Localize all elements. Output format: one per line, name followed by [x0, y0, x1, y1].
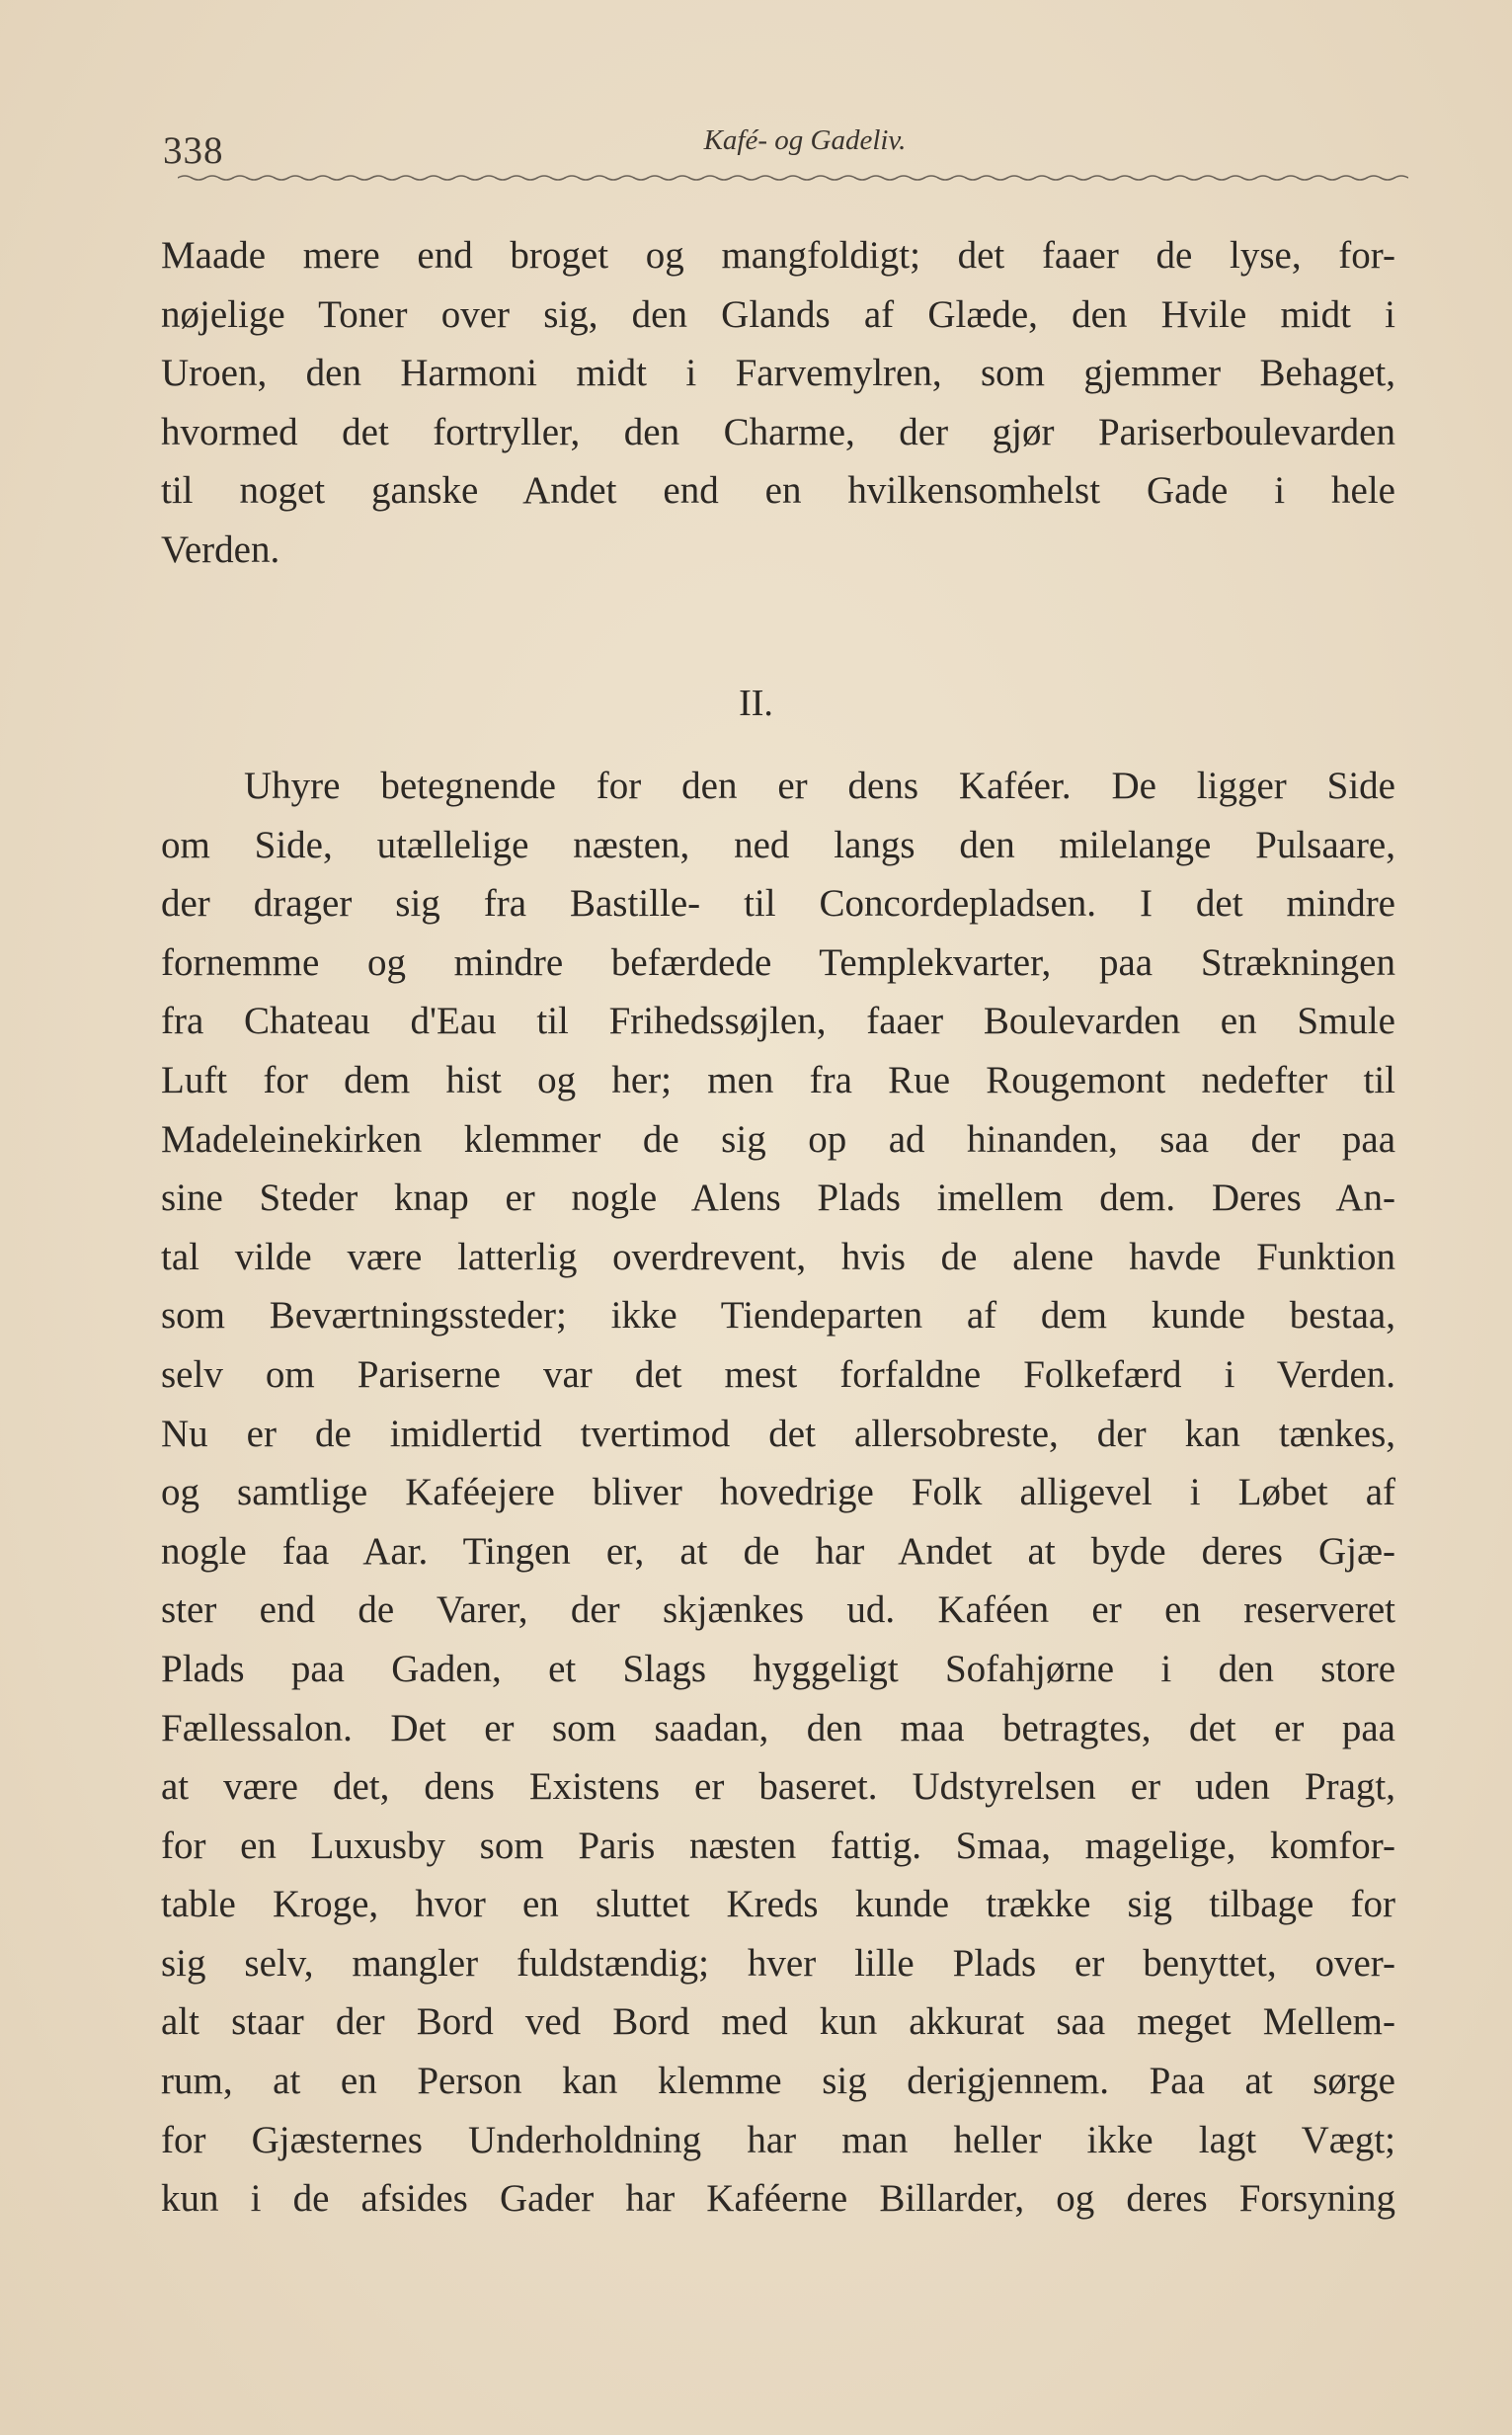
text-line: fornemme og mindre befærdede Templekvarter, paa Strækningen [161, 940, 1395, 984]
text-line: at være det, dens Existens er baseret. Udstyrelsen er uden Pragt, [161, 1765, 1395, 1809]
text-line: nogle faa Aar. Tingen er, at de har Andet at byde deres Gjæ- [161, 1529, 1395, 1573]
running-title: Kafé- og Gadeliv. [703, 124, 907, 156]
text-line: rum, at en Person kan klemme sig derigjennem. Paa at sørge [161, 2060, 1395, 2103]
text-line: Madeleinekirken klemmer de sig op ad hinanden, saa der paa [161, 1117, 1395, 1161]
page-header [163, 117, 1407, 176]
decorative-wavy-rule [178, 170, 1408, 186]
text-line: sig selv, mangler fuldstændig; hver lille Plads er benyttet, over- [161, 1941, 1395, 1985]
text-line: og samtlige Kaféejere bliver hovedrige Folk alligevel i Løbet af [161, 1471, 1395, 1514]
text-line: til noget ganske Andet end en hvilkensomhelst Gade i hele [161, 469, 1395, 513]
text-line: om Side, utællelige næsten, ned langs den milelange Pulsaare, [161, 823, 1395, 866]
text-line: kun i de afsides Gader har Kaféerne Billarder, og deres Forsyning [161, 2177, 1395, 2221]
text-line: selv om Pariserne var det mest forfaldne Folkefærd i Verden. [161, 1352, 1395, 1396]
paragraph-1 [161, 226, 1395, 580]
paragraph-2 [161, 757, 1395, 2229]
text-line: Fællessalon. Det er som saadan, den maa betragtes, det er paa [161, 1706, 1395, 1749]
text-line: som Beværtningssteder; ikke Tiendeparten af dem kunde bestaa, [161, 1294, 1395, 1338]
text-line: Nu er de imidlertid tvertimod det allersobreste, der kan tænkes, [161, 1412, 1395, 1455]
text-line: sine Steder knap er nogle Alens Plads imellem dem. Deres An- [161, 1177, 1395, 1220]
text-line: fra Chateau d'Eau til Frihedssøjlen, faaer Boulevarden en Smule [161, 1000, 1395, 1043]
text-line: Verden. [161, 528, 280, 571]
text-line: Uroen, den Harmoni midt i Farvemylren, som gjemmer Behaget, [161, 352, 1395, 395]
text-line: der drager sig fra Bastille- til Concordepladsen. I det mindre [161, 882, 1395, 926]
text-line: for en Luxusby som Paris næsten fattig. Smaa, magelige, komfor- [161, 1824, 1395, 1867]
text-line: nøjelige Toner over sig, den Glands af Glæde, den Hvile midt i [161, 292, 1395, 336]
text-line: Uhyre betegnende for den er dens Kaféer. De ligger Side [244, 765, 1395, 807]
text-line: Maade mere end broget og mangfoldigt; det faaer de lyse, for- [161, 234, 1395, 277]
text-line: hvormed det fortryller, den Charme, der gjør Pariserboulevarden [161, 410, 1395, 453]
text-line: Luft for dem hist og her; men fra Rue Rougemont nedefter til [161, 1058, 1395, 1101]
text-line: table Kroge, hvor en sluttet Kreds kunde trække sig tilbage for [161, 1883, 1395, 1926]
text-line: for Gjæsternes Underholdning har man heller ikke lagt Vægt; [161, 2118, 1395, 2161]
text-line: Plads paa Gaden, et Slags hyggeligt Sofahjørne i den store [161, 1647, 1395, 1690]
section-heading: II. [739, 683, 773, 724]
text-line: alt staar der Bord ved Bord med kun akkurat saa meget Mellem- [161, 2000, 1395, 2044]
text-line: ster end de Varer, der skjænkes ud. Kaféen er en reserveret [161, 1588, 1395, 1632]
page-number: 338 [163, 129, 224, 172]
text-line: tal vilde være latterlig overdrevent, hvis de alene havde Funktion [161, 1235, 1395, 1278]
